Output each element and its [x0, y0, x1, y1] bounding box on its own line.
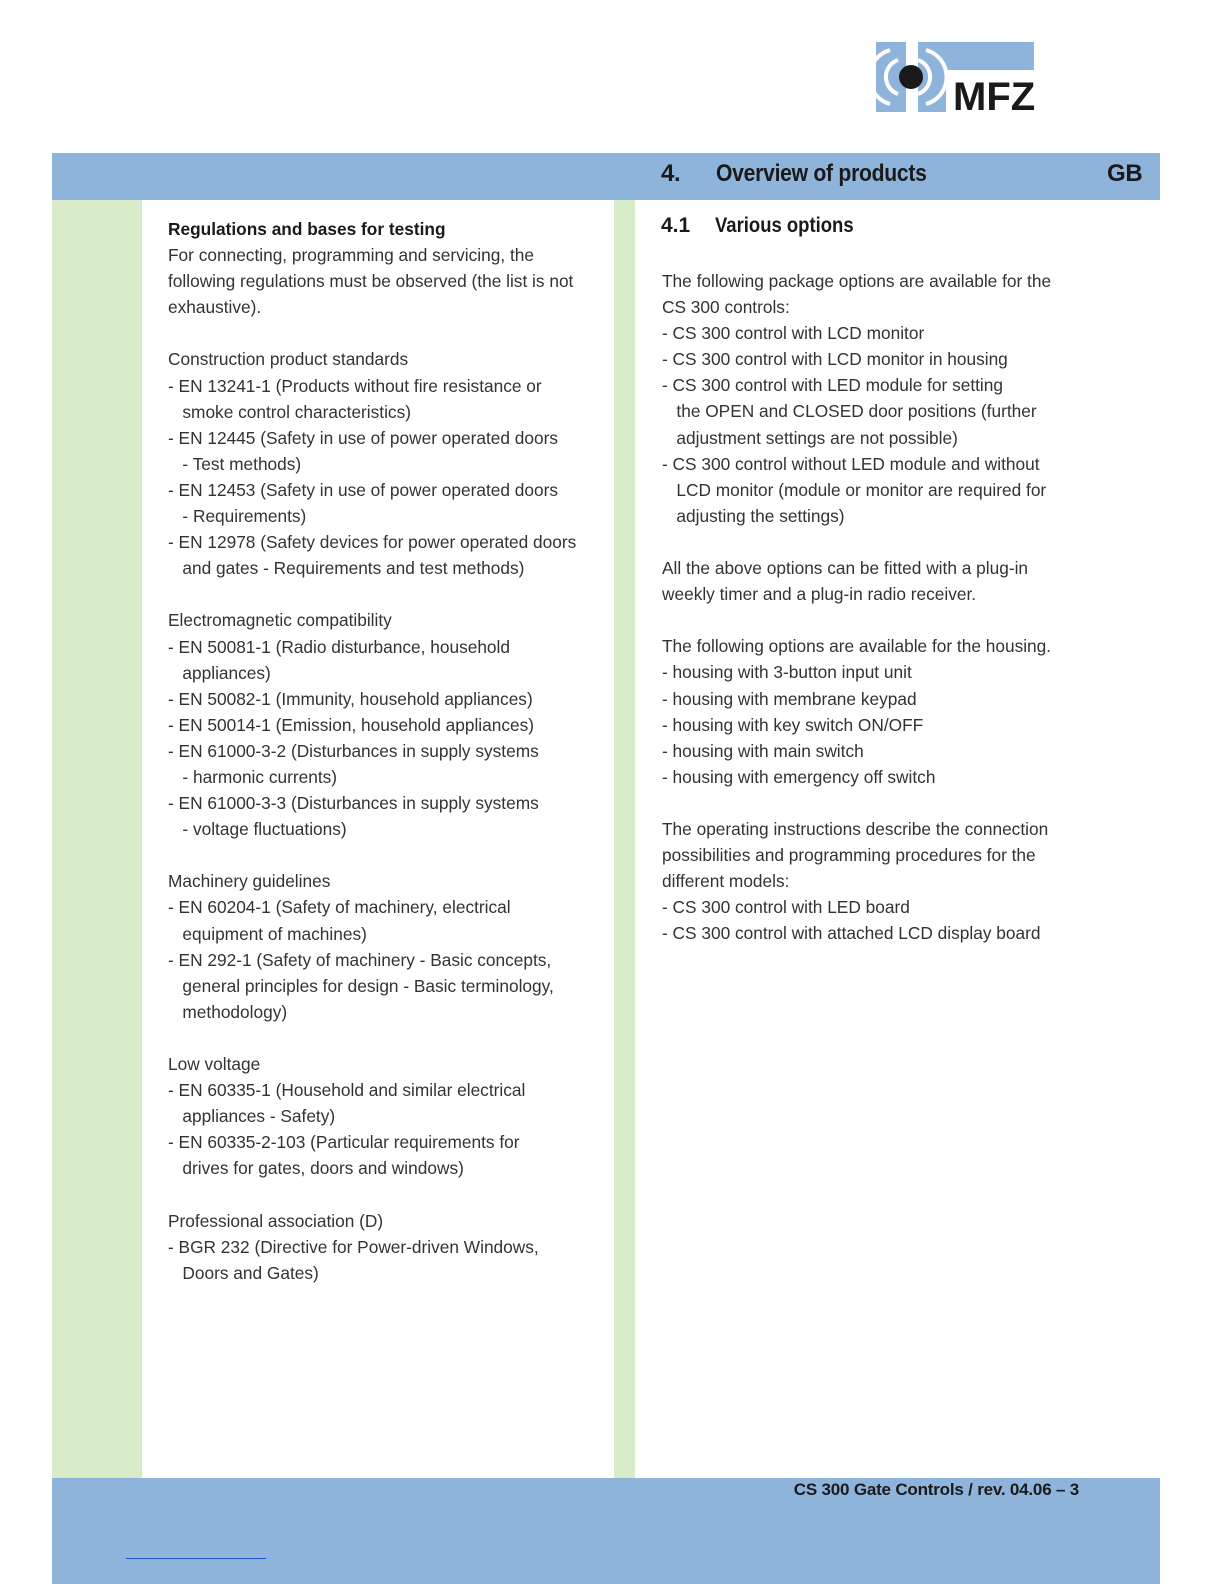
- paragraph-gap: [168, 1181, 608, 1207]
- text-line: - EN 292-1 (Safety of machinery - Basic concepts,: [168, 949, 552, 970]
- left-sidebar-stripe: [52, 200, 142, 1478]
- text-line: - harmonic currents): [168, 766, 338, 787]
- text-line: and gates - Requirements and test methods): [168, 558, 525, 579]
- text-line: - EN 50082-1 (Immunity, household appliances): [168, 688, 533, 709]
- text-line: exhaustive).: [168, 297, 262, 318]
- text-line: - CS 300 control with LED board: [662, 897, 910, 918]
- text-line: CS 300 controls:: [662, 297, 790, 318]
- text-line: - CS 300 control with LCD monitor in housing: [662, 349, 1008, 370]
- mfz-logo: [876, 42, 1036, 114]
- text-line: - EN 61000-3-3 (Disturbances in supply systems: [168, 793, 539, 814]
- text-line: The operating instructions describe the connection: [662, 818, 1049, 839]
- text-line: - housing with main switch: [662, 740, 864, 761]
- text-line: appliances): [168, 662, 271, 683]
- paragraph-gap: [662, 790, 1102, 816]
- text-line: - voltage fluctuations): [168, 819, 347, 840]
- text-line: - EN 12445 (Safety in use of power operated doors: [168, 427, 559, 448]
- text-line: - EN 60335-1 (Household and similar electrical: [168, 1080, 526, 1101]
- text-line: - EN 61000-3-2 (Disturbances in supply systems: [168, 740, 539, 761]
- text-line: - housing with key switch ON/OFF: [662, 714, 924, 735]
- text-line: appliances - Safety): [168, 1106, 336, 1127]
- text-line: Low voltage: [168, 1054, 261, 1074]
- left-column-text: [168, 216, 608, 1286]
- paragraph-gap: [662, 607, 1102, 633]
- text-line: - EN 50081-1 (Radio disturbance, household: [168, 636, 510, 657]
- section-heading: Regulations and bases for testing: [168, 219, 446, 239]
- paragraph-gap: [662, 529, 1102, 555]
- paragraph-gap: [168, 842, 608, 868]
- paragraph-gap: [168, 1025, 608, 1051]
- text-line: - housing with emergency off switch: [662, 766, 936, 787]
- text-line: - EN 50014-1 (Emission, household appliances): [168, 714, 534, 735]
- text-line: - EN 12453 (Safety in use of power operated doors: [168, 479, 559, 500]
- logo-text: MFZ: [953, 75, 1036, 114]
- text-line: - EN 60335-2-103 (Particular requirements for: [168, 1132, 520, 1153]
- text-line: The following package options are available for the: [662, 271, 1052, 291]
- middle-stripe: [614, 200, 635, 1478]
- text-line: Electromagnetic compatibility: [168, 610, 392, 631]
- header-band: [52, 153, 1160, 200]
- text-line: adjusting the settings): [662, 505, 845, 526]
- language-code: GB: [1107, 160, 1143, 187]
- chapter-title: Overview of products: [716, 160, 927, 187]
- text-line: possibilities and programming procedures for the: [662, 845, 1036, 866]
- text-line: methodology): [168, 1001, 288, 1022]
- text-line: For connecting, programming and servicing, the: [168, 245, 534, 266]
- text-line: LCD monitor (module or monitor are required for: [662, 479, 1047, 500]
- right-column-text: [662, 268, 1102, 946]
- text-line: smoke control characteristics): [168, 401, 411, 422]
- paragraph-gap: [168, 320, 608, 346]
- text-line: equipment of machines): [168, 923, 367, 944]
- text-line: - housing with 3-button input unit: [662, 662, 912, 683]
- section-number: 4.1: [661, 214, 691, 237]
- text-line: - CS 300 control without LED module and without: [662, 453, 1040, 474]
- text-line: - Requirements): [168, 506, 307, 527]
- text-line: general principles for design - Basic terminology,: [168, 975, 554, 996]
- text-line: - CS 300 control with attached LCD display board: [662, 923, 1041, 944]
- text-line: - EN 13241-1 (Products without fire resistance or: [168, 375, 542, 396]
- text-line: drives for gates, doors and windows): [168, 1158, 464, 1179]
- text-line: - Test methods): [168, 453, 302, 474]
- text-line: The following options are available for the housing.: [662, 636, 1052, 657]
- text-line: All the above options can be fitted with a plug-in: [662, 558, 1029, 579]
- footer-text: CS 300 Gate Controls / rev. 04.06 – 3: [793, 1480, 1079, 1499]
- footer-link-underline[interactable]: [126, 1558, 266, 1559]
- text-line: - CS 300 control with LED module for setting: [662, 375, 1003, 396]
- text-line: - EN 60204-1 (Safety of machinery, electrical: [168, 897, 511, 918]
- text-line: different models:: [662, 871, 790, 892]
- text-line: Doors and Gates): [168, 1262, 319, 1283]
- paragraph-gap: [168, 581, 608, 607]
- text-line: - EN 12978 (Safety devices for power operated doors: [168, 532, 577, 553]
- text-line: Machinery guidelines: [168, 871, 331, 892]
- section-title: Various options: [715, 214, 854, 237]
- chapter-number: 4.: [661, 160, 681, 187]
- text-line: weekly timer and a plug-in radio receiver.: [662, 584, 977, 605]
- text-line: Professional association (D): [168, 1210, 384, 1231]
- text-line: - BGR 232 (Directive for Power-driven Windows,: [168, 1236, 539, 1257]
- text-line: adjustment settings are not possible): [662, 427, 958, 448]
- text-line: following regulations must be observed (the list is not: [168, 271, 574, 292]
- text-line: - CS 300 control with LCD monitor: [662, 323, 925, 344]
- text-line: Construction product standards: [168, 349, 409, 370]
- text-line: - housing with membrane keypad: [662, 688, 917, 709]
- text-line: the OPEN and CLOSED door positions (further: [662, 401, 1037, 422]
